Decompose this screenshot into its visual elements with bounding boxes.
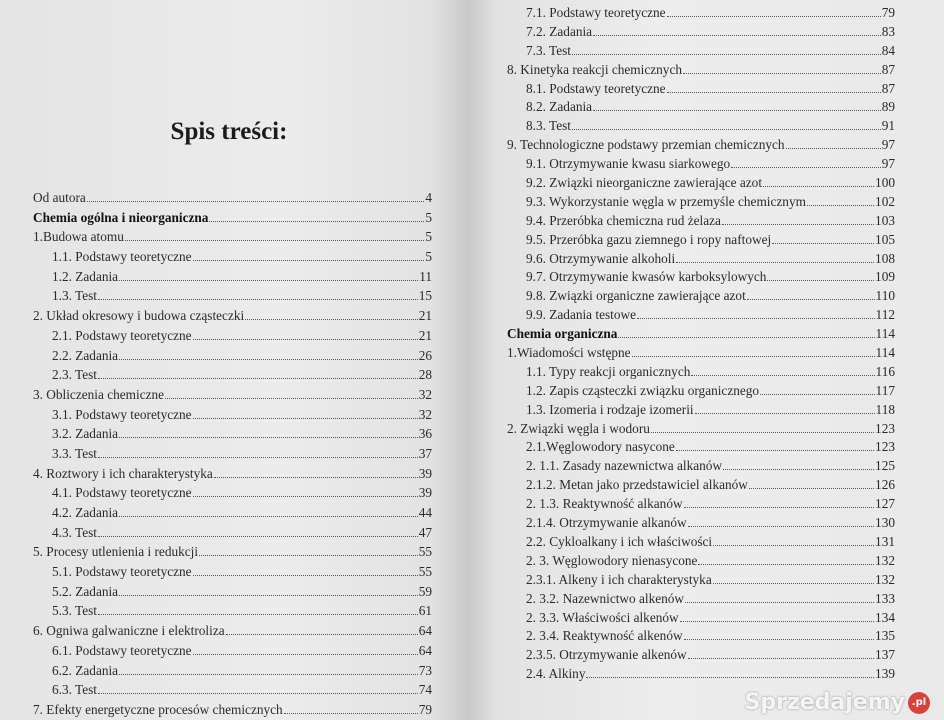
toc-entry-page: 36 [418, 426, 432, 442]
toc-entry [33, 385, 432, 405]
dot-leader [98, 299, 418, 300]
dot-leader [193, 496, 418, 497]
dot-leader [676, 450, 874, 451]
dot-leader [618, 337, 874, 338]
toc-entry-label: 2.1. Podstawy teoretyczne [52, 327, 192, 343]
toc-entry [33, 503, 432, 523]
toc-entry-page: 79 [881, 5, 895, 20]
toc-entry [33, 601, 432, 621]
dot-leader [807, 205, 874, 206]
toc-entry-label: 2.2. Zadania [52, 347, 119, 363]
toc-entry [33, 483, 432, 503]
toc-entry-page: 133 [875, 590, 895, 606]
toc-entry-label: 6. Ogniwa galwaniczne i elektroliza [33, 623, 225, 639]
toc-entry [507, 325, 895, 344]
toc-entry [507, 590, 895, 609]
toc-entry-label: 6.2. Zadania [52, 662, 119, 678]
dot-leader [119, 359, 418, 360]
toc-entry-page: 44 [418, 505, 432, 520]
toc-entry [507, 212, 895, 231]
dot-leader [698, 564, 874, 565]
dot-leader [667, 92, 881, 93]
toc-entry [507, 344, 895, 363]
toc-entry [33, 700, 432, 720]
dot-leader [722, 224, 874, 225]
toc-entry-label: 6.1. Podstawy teoretyczne [52, 642, 192, 658]
toc-entry-page: 103 [875, 212, 895, 228]
toc-entry [507, 268, 895, 287]
toc-entry-page: 87 [881, 80, 895, 96]
toc-entry-label: 3. Obliczenia chemiczne [33, 386, 165, 402]
toc-entry-label: 9.5. Przeróbka gazu ziemnego i ropy naftowej [526, 231, 772, 247]
dot-leader [125, 240, 424, 241]
toc-entry [507, 136, 895, 155]
toc-entry-label: 2.1.2. Metan jako przedstawiciel alkanów [526, 477, 748, 493]
toc-entry-page: 105 [875, 231, 895, 247]
toc-entry-label: 2. 3.4. Reaktywność alkenów [526, 628, 683, 644]
toc-entry [507, 80, 895, 99]
toc-entry [507, 231, 895, 250]
dot-leader [98, 693, 418, 694]
toc-entry-page: 47 [418, 524, 432, 540]
dot-leader [572, 129, 881, 130]
toc-entry-page: 116 [875, 363, 895, 379]
dot-leader [165, 398, 418, 399]
dot-leader [98, 457, 418, 458]
toc-entry-label: 9.7. Otrzymywanie kwasów karboksylowych [526, 269, 767, 285]
toc-entry-page: 89 [881, 99, 895, 115]
toc-entry [507, 193, 895, 212]
toc-entry-label: 1.2. Zapis cząsteczki związku organicznego [526, 382, 760, 398]
dot-leader [767, 280, 874, 281]
watermark-badge: .pl [908, 692, 930, 714]
toc-entry [507, 382, 895, 401]
toc-entry-page: 26 [418, 347, 432, 363]
dot-leader [245, 319, 417, 320]
toc-entry-label: Od autora [33, 190, 86, 205]
toc-entry [33, 582, 432, 602]
toc-entry [507, 250, 895, 269]
toc-entry [507, 476, 895, 495]
toc-entry-label: 1.Budowa atomu [33, 229, 124, 245]
toc-entry-label: 4.2. Zadania [52, 505, 119, 520]
dot-leader [586, 677, 874, 678]
dot-leader [683, 73, 881, 74]
dot-leader [193, 418, 418, 419]
toc-entry [507, 533, 895, 552]
dot-leader [284, 713, 418, 714]
toc-entry-label: 8.2. Zadania [526, 99, 593, 115]
toc-entry-page: 39 [418, 465, 432, 481]
toc-entry-page: 39 [418, 485, 432, 501]
toc-entry [507, 61, 895, 80]
dot-leader [193, 260, 425, 261]
toc-entry-label: 5.3. Test [52, 603, 97, 619]
toc-entry-label: 9.6. Otrzymywanie alkoholi [526, 250, 676, 266]
toc-entry [507, 306, 895, 325]
toc-entry-page: 97 [881, 137, 895, 153]
toc-entry-label: 2.3.5. Otrzymywanie alkenów [526, 647, 687, 663]
dot-leader [651, 432, 874, 433]
toc-entry-page: 74 [418, 682, 432, 698]
toc-entry-page: 5 [425, 209, 432, 225]
toc-entry-label: 8. Kinetyka reakcji chemicznych [507, 61, 682, 77]
toc-entry [507, 609, 895, 628]
toc-entry [507, 23, 895, 42]
toc-entry-label: 3.1. Podstawy teoretyczne [52, 406, 192, 422]
toc-entry-label: 2. 3.2. Nazewnictwo alkenów [526, 590, 685, 606]
dot-leader [119, 516, 418, 517]
toc-entry-page: 139 [875, 666, 895, 682]
toc-entry-page: 134 [875, 609, 895, 625]
toc-entry [33, 306, 432, 326]
toc-entry [507, 438, 895, 457]
toc-entry-label: 2.2. Cykloalkany i ich właściwości [526, 533, 713, 549]
toc-entry-page: 21 [418, 308, 432, 324]
dot-leader [637, 318, 875, 319]
toc-entry-label: 2.1.4. Otrzymywanie alkanów [526, 515, 687, 531]
dot-leader [119, 595, 418, 596]
toc-entry-label: 9.3. Wykorzystanie węgla w przemyśle chemicznym [526, 193, 806, 209]
toc-entry [507, 495, 895, 514]
watermark [745, 689, 931, 717]
toc-entry-page: 84 [881, 42, 895, 58]
toc-entry-page: 15 [418, 288, 432, 304]
toc-entry-label: 5. Procesy utlenienia i redukcji [33, 544, 199, 560]
toc-entry [33, 227, 432, 247]
toc-entry [33, 641, 432, 661]
toc-entry-label: 2.3.1. Alkeny i ich charakterystyka [526, 571, 712, 587]
dot-leader [199, 555, 418, 556]
toc-entry-label: 3.3. Test [52, 445, 97, 461]
toc-entry-page: 109 [875, 269, 895, 285]
toc-entry [33, 464, 432, 484]
dot-leader [723, 469, 874, 470]
toc-entry [33, 346, 432, 366]
toc-entry-label: 2.3. Test [52, 367, 97, 383]
toc-entry [33, 247, 432, 267]
toc-entry-label: 2. 1.1. Zasady nazewnictwa alkanów [526, 458, 723, 474]
dot-leader [98, 536, 418, 537]
dot-leader [684, 639, 874, 640]
toc-entry [33, 542, 432, 562]
dot-leader [747, 299, 875, 300]
toc-entry-page: 110 [875, 288, 895, 304]
dot-leader [786, 148, 881, 149]
toc-entry-page: 131 [875, 533, 895, 549]
toc-entry-label: Chemia organiczna [507, 326, 618, 342]
toc-entry [33, 661, 432, 681]
dot-leader [731, 167, 880, 168]
toc-entry-label: 9.1. Otrzymywanie kwasu siarkowego [526, 156, 731, 172]
toc-entry-label: 9.9. Zadania testowe [526, 307, 637, 323]
toc-entry-label: 5.1. Podstawy teoretyczne [52, 564, 192, 580]
dot-leader [680, 621, 874, 622]
left-page [0, 0, 468, 720]
toc-entry [33, 562, 432, 582]
toc-entry-label: 1.2. Zadania [52, 268, 119, 284]
toc-entry [507, 457, 895, 476]
toc-entry-page: 28 [418, 367, 432, 383]
toc-entry [507, 627, 895, 646]
watermark-text: Sprzedajemy [744, 690, 905, 715]
toc-entry-page: 135 [875, 628, 895, 644]
toc-entry-page: 83 [881, 23, 895, 39]
toc-entry-page: 37 [418, 445, 432, 461]
toc-entry-page: 114 [875, 326, 895, 342]
dot-leader [226, 634, 418, 635]
dot-leader [772, 243, 874, 244]
dot-leader [685, 602, 874, 603]
toc-entry-page: 55 [418, 544, 432, 560]
toc-entry [33, 621, 432, 641]
toc-entry [507, 514, 895, 533]
toc-entry-label: 9.4. Przeróbka chemiczna rud żelaza [526, 212, 721, 228]
toc-list-left [33, 188, 432, 720]
toc-entry [507, 42, 895, 61]
dot-leader [98, 378, 418, 379]
toc-entry-page: 100 [875, 175, 895, 191]
dot-leader [695, 413, 875, 414]
toc-entry-label: 2. 1.3. Reaktywność alkanów [526, 496, 683, 512]
page-title: Spis treści: [170, 118, 288, 145]
toc-entry-label: 7. Efekty energetyczne procesów chemicznych [33, 701, 283, 717]
toc-entry-page: 64 [418, 642, 432, 658]
dot-leader [632, 356, 875, 357]
toc-entry-label: 7.2. Zadania [526, 23, 593, 39]
toc-entry [33, 286, 432, 306]
toc-entry [33, 365, 432, 385]
toc-entry-label: 6.3. Test [52, 682, 97, 698]
toc-entry [507, 117, 895, 136]
toc-entry-label: 7.3. Test [526, 42, 571, 58]
toc-entry [507, 420, 895, 439]
toc-entry-page: 32 [418, 406, 432, 422]
toc-entry [507, 287, 895, 306]
toc-entry-page: 123 [875, 420, 895, 436]
dot-leader [193, 339, 418, 340]
dot-leader [193, 654, 418, 655]
toc-entry-page: 32 [418, 386, 432, 402]
toc-entry-page: 102 [875, 193, 895, 209]
toc-entry-page: 132 [875, 571, 895, 587]
toc-entry-page: 55 [418, 564, 432, 580]
toc-entry-page: 4 [425, 190, 432, 205]
toc-entry-page: 97 [881, 156, 895, 172]
toc-entry [33, 405, 432, 425]
dot-leader [87, 201, 425, 202]
toc-entry [507, 174, 895, 193]
toc-entry [507, 552, 895, 571]
dot-leader [749, 488, 874, 489]
toc-entry-label: 1.1. Podstawy teoretyczne [52, 249, 192, 265]
toc-entry-label: 1.1. Typy reakcji organicznych [526, 363, 691, 379]
dot-leader [593, 35, 881, 36]
dot-leader [676, 262, 874, 263]
toc-entry-label: 2. 3. Węglowodory nienasycone [526, 552, 698, 568]
dot-leader [119, 280, 418, 281]
toc-entry-page: 59 [418, 583, 432, 599]
toc-entry [33, 424, 432, 444]
toc-entry-page: 123 [875, 439, 895, 455]
dot-leader [691, 375, 874, 376]
toc-entry-label: 1.3. Test [52, 288, 97, 304]
dot-leader [688, 658, 874, 659]
toc-entry [33, 444, 432, 464]
toc-entry-label: 4. Roztwory i ich charakterystyka [33, 465, 213, 481]
dot-leader [572, 54, 881, 55]
toc-entry [507, 98, 895, 117]
toc-entry-page: 127 [875, 496, 895, 512]
toc-entry-page: 79 [418, 701, 432, 717]
toc-entry-label: 4.1. Podstawy teoretyczne [52, 485, 192, 501]
right-page [468, 0, 944, 720]
toc-entry-page: 137 [875, 647, 895, 663]
toc-entry-page: 118 [875, 401, 895, 417]
dot-leader [209, 221, 424, 222]
toc-entry-label: 8.3. Test [526, 118, 571, 134]
toc-entry-label: 4.3. Test [52, 524, 97, 540]
toc-entry [507, 571, 895, 590]
toc-entry-label: 5.2. Zadania [52, 583, 119, 599]
toc-entry-label: 1.Wiadomości wstępne [507, 345, 631, 361]
toc-entry-page: 5 [425, 249, 432, 265]
toc-entry-page: 87 [881, 61, 895, 77]
toc-entry-page: 132 [875, 552, 895, 568]
dot-leader [713, 545, 874, 546]
toc-entry-page: 112 [875, 307, 895, 323]
toc-entry-page: 117 [875, 382, 895, 398]
dot-leader [684, 507, 874, 508]
toc-entry-label: 8.1. Podstawy teoretyczne [526, 80, 666, 96]
toc-entry-page: 21 [418, 327, 432, 343]
toc-entry-page: 61 [418, 603, 432, 619]
toc-entry [507, 646, 895, 665]
dot-leader [688, 526, 874, 527]
toc-entry-page: 11 [419, 268, 432, 284]
toc-entry-label: 3.2. Zadania [52, 426, 119, 442]
toc-entry-label: 2.4. Alkiny [526, 666, 586, 682]
dot-leader [119, 674, 418, 675]
toc-entry-label: 2. Związki węgla i wodoru [507, 420, 650, 436]
dot-leader [593, 110, 881, 111]
toc-entry-page: 73 [418, 662, 432, 678]
toc-entry-page: 5 [425, 229, 432, 245]
toc-entry-page: 91 [881, 118, 895, 134]
toc-entry [507, 363, 895, 382]
toc-entry [33, 523, 432, 543]
toc-entry-page: 108 [875, 250, 895, 266]
toc-entry-label: 9. Technologiczne podstawy przemian chemicznych [507, 137, 785, 153]
toc-entry-page: 114 [875, 345, 895, 361]
toc-entry [33, 326, 432, 346]
toc-entry-label: 2.1.Węglowodory nasycone [526, 439, 675, 455]
toc-entry-page: 130 [875, 515, 895, 531]
toc-entry-label: 2. 3.3. Właściwości alkenów [526, 609, 679, 625]
toc-entry-label: 9.8. Związki organiczne zawierające azot [526, 288, 746, 304]
toc-entry-label: 9.2. Związki nieorganiczne zawierające azot [526, 175, 763, 191]
toc-entry-page: 64 [418, 623, 432, 639]
dot-leader [214, 477, 418, 478]
toc-list-right [507, 4, 895, 684]
toc-entry [507, 155, 895, 174]
toc-entry-label: 7.1. Podstawy teoretyczne [526, 5, 666, 20]
dot-leader [760, 394, 874, 395]
toc-entry-label: 1.3. Izomeria i rodzaje izomerii [526, 401, 694, 417]
toc-entry [33, 208, 432, 228]
dot-leader [119, 437, 418, 438]
toc-entry [33, 680, 432, 700]
toc-entry [507, 4, 895, 23]
dot-leader [763, 186, 874, 187]
toc-entry [33, 188, 432, 208]
toc-entry [507, 401, 895, 420]
toc-entry [33, 267, 432, 287]
dot-leader [98, 614, 418, 615]
toc-entry-page: 126 [875, 477, 895, 493]
toc-entry-page: 125 [875, 458, 895, 474]
dot-leader [667, 16, 881, 17]
dot-leader [713, 583, 874, 584]
dot-leader [193, 575, 418, 576]
toc-entry-label: 2. Układ okresowy i budowa cząsteczki [33, 308, 245, 324]
toc-entry [507, 665, 895, 684]
toc-entry-label: Chemia ogólna i nieorganiczna [33, 209, 209, 225]
